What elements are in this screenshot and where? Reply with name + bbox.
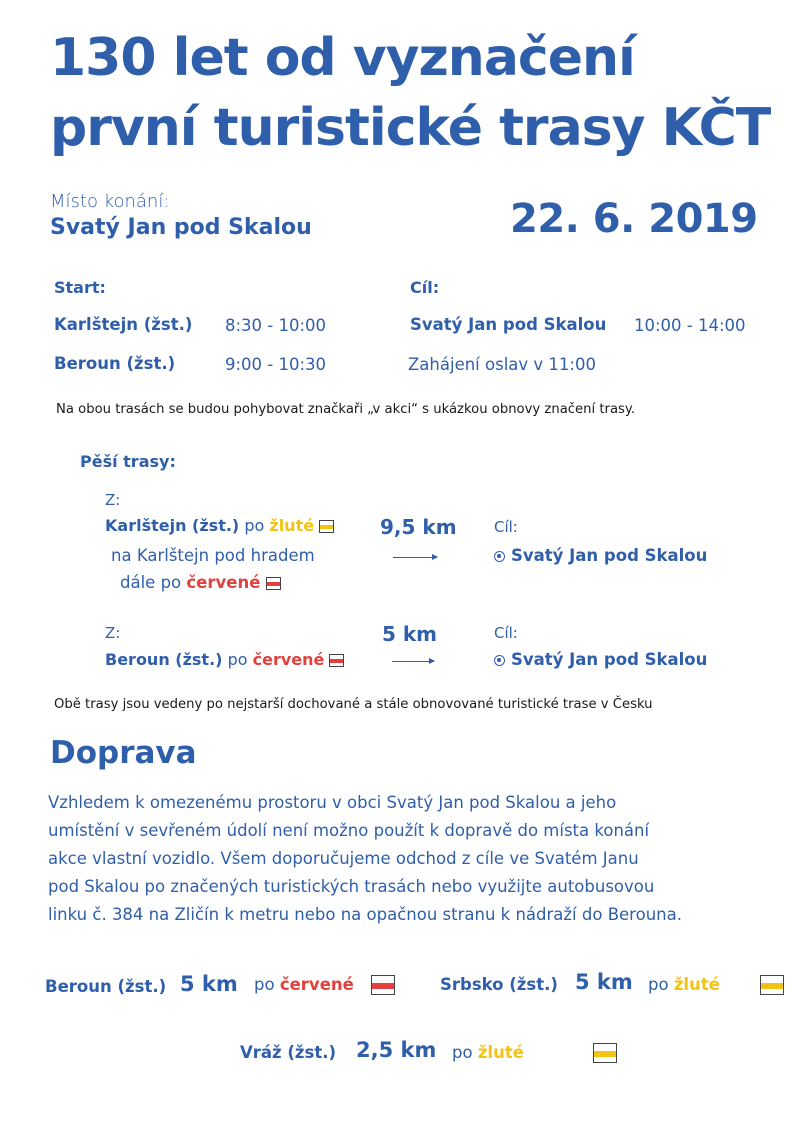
route1-distance: 9,5 km — [380, 515, 457, 539]
option1-station: Beroun (žst.) — [45, 977, 167, 996]
route2-from-label: Z: — [105, 624, 121, 642]
route1-color2: červené — [186, 573, 261, 592]
option2-via: po — [648, 975, 669, 994]
option2-station: Srbsko (žst.) — [440, 975, 558, 994]
transport-line: akce vlastní vozidlo. Všem doporučujeme odchod z cíle ve Svatém Janu — [48, 849, 639, 868]
option3-color: žluté — [477, 1043, 524, 1062]
start-time-2: 9:00 - 10:30 — [225, 355, 327, 374]
route2-via: po — [227, 650, 248, 669]
destination-target-icon — [494, 551, 505, 562]
option1-color: červené — [279, 975, 354, 994]
route1-color1: žluté — [269, 516, 315, 535]
route1-line2: na Karlštejn pod hradem — [111, 546, 315, 565]
venue-label: Místo konání: — [50, 191, 170, 212]
route1-from-label: Z: — [105, 491, 121, 509]
transport-line: pod Skalou po značených turistických trasách nebo využijte autobusovou — [48, 877, 655, 896]
finish-place: Svatý Jan pod Skalou — [410, 315, 607, 334]
route2-distance: 5 km — [382, 622, 438, 646]
route1-to — [494, 546, 707, 565]
markers-note: Na obou trasách se budou pohybovat značkaři „v akci“ s ukázkou obnovy značení trasy. — [56, 402, 636, 417]
transport-line: umístění v sevřeném údolí není možno použít k dopravě do místa konání — [48, 821, 650, 840]
finish-label: Cíl: — [410, 278, 440, 297]
route1-arrow-icon — [393, 557, 437, 558]
start-place-2: Beroun (žst.) — [54, 354, 176, 373]
transport-line: linku č. 384 na Zličín k metru nebo na opačnou stranu k nádraží do Berouna. — [48, 905, 682, 924]
route2-to — [494, 650, 707, 669]
route1-line3-text: dále po — [120, 573, 182, 592]
yellow-trail-mark-icon — [319, 520, 334, 533]
option1-distance: 5 km — [180, 972, 238, 996]
yellow-trail-mark-icon — [760, 975, 784, 995]
option3-route — [452, 1043, 524, 1062]
opening-time: Zahájení oslav v 11:00 — [408, 355, 596, 374]
transport-paragraph — [48, 789, 788, 929]
venue-name: Svatý Jan pod Skalou — [50, 215, 312, 240]
option1-route — [254, 975, 354, 994]
finish-time: 10:00 - 14:00 — [634, 316, 746, 335]
routes-note: Obě trasy jsou vedeny po nejstarší dochované a stále obnovované turistické trase v Česku — [54, 697, 653, 712]
option2-route — [648, 975, 720, 994]
option3-distance: 2,5 km — [356, 1038, 437, 1062]
route1-to-label: Cíl: — [494, 518, 518, 536]
routes-heading: Pěší trasy: — [80, 452, 176, 471]
destination-target-icon — [494, 655, 505, 666]
transport-heading: Doprava — [50, 735, 197, 771]
option3-via: po — [452, 1043, 473, 1062]
start-place-1: Karlštejn (žst.) — [54, 315, 193, 334]
start-label: Start: — [54, 278, 106, 297]
start-time-1: 8:30 - 10:00 — [225, 316, 327, 335]
route2-to-place: Svatý Jan pod Skalou — [511, 650, 708, 669]
route1-to-place: Svatý Jan pod Skalou — [511, 546, 708, 565]
route1-from — [105, 516, 334, 535]
route2-from-station: Beroun (žst.) — [105, 650, 223, 669]
option1-via: po — [254, 975, 275, 994]
route1-line3 — [120, 573, 281, 592]
title-line-1: 130 let od vyznačení — [50, 28, 635, 88]
option3-station: Vráž (žst.) — [240, 1043, 337, 1062]
red-trail-mark-icon — [266, 577, 281, 590]
route1-via: po — [244, 516, 265, 535]
title-line-2: první turistické trasy KČT — [50, 98, 771, 158]
route2-arrow-icon — [392, 661, 434, 662]
transport-line: Vzhledem k omezenému prostoru v obci Svatý Jan pod Skalou a jeho — [48, 793, 617, 812]
route2-color: červené — [252, 650, 325, 669]
option2-distance: 5 km — [575, 970, 633, 994]
route2-to-label: Cíl: — [494, 624, 518, 642]
yellow-trail-mark-icon — [593, 1043, 617, 1063]
route2-from — [105, 650, 344, 669]
event-date: 22. 6. 2019 — [510, 196, 758, 242]
route1-from-station: Karlštejn (žst.) — [105, 516, 240, 535]
red-trail-mark-icon — [371, 975, 395, 995]
red-trail-mark-icon — [329, 654, 344, 667]
option2-color: žluté — [673, 975, 720, 994]
